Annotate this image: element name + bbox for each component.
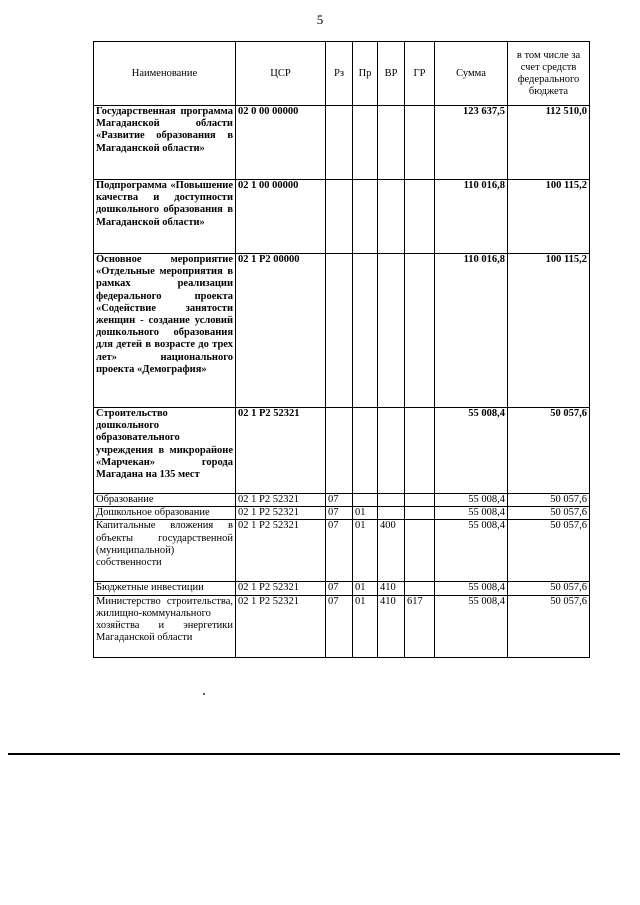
row-sum: 55 008,4 <box>435 494 508 507</box>
row-gr: 617 <box>405 595 435 657</box>
table-row <box>94 180 590 254</box>
row-pr: 01 <box>353 582 378 595</box>
page-number: 5 <box>316 12 324 27</box>
table-row <box>94 520 590 582</box>
row-gr <box>405 408 435 494</box>
header-rz: Рз <box>326 42 353 106</box>
row-pr: 01 <box>353 520 378 582</box>
row-name: Подпрограмма «Повышение качества и доступности дошкольного образования в Магаданской области» <box>94 180 236 254</box>
row-pr <box>353 254 378 408</box>
row-name: Министерство строительства, жилищно-коммунального хозяйства и энергетики Магаданской области <box>94 595 236 657</box>
header-federal: в том числе за счет средств федерального бюджета <box>508 42 590 106</box>
row-csr: 02 1 P2 52321 <box>236 582 326 595</box>
row-gr <box>405 494 435 507</box>
table-row <box>94 408 590 494</box>
row-vr: 400 <box>378 520 405 582</box>
row-rz: 07 <box>326 507 353 520</box>
row-federal: 50 057,6 <box>508 408 590 494</box>
row-federal: 50 057,6 <box>508 595 590 657</box>
row-csr: 02 1 P2 52321 <box>236 520 326 582</box>
header-gr: ГР <box>405 42 435 106</box>
row-csr: 02 0 00 00000 <box>236 106 326 180</box>
row-pr <box>353 106 378 180</box>
row-gr <box>405 180 435 254</box>
row-rz <box>326 180 353 254</box>
row-gr <box>405 254 435 408</box>
row-pr <box>353 408 378 494</box>
row-gr <box>405 520 435 582</box>
row-vr <box>378 180 405 254</box>
row-sum: 110 016,8 <box>435 254 508 408</box>
table-row <box>94 582 590 595</box>
row-vr <box>378 507 405 520</box>
table-header-row <box>94 42 590 106</box>
header-pr: Пр <box>353 42 378 106</box>
row-rz: 07 <box>326 520 353 582</box>
row-name: Государственная программа Магаданской области «Развитие образования в Магаданской области» <box>94 106 236 180</box>
row-pr: 01 <box>353 507 378 520</box>
row-name: Дошкольное образование <box>94 507 236 520</box>
row-vr: 410 <box>378 595 405 657</box>
row-csr: 02 1 P2 52321 <box>236 507 326 520</box>
row-vr <box>378 408 405 494</box>
row-sum: 55 008,4 <box>435 595 508 657</box>
table-row <box>94 254 590 408</box>
row-vr <box>378 254 405 408</box>
row-rz <box>326 408 353 494</box>
row-gr <box>405 582 435 595</box>
table-row <box>94 595 590 657</box>
row-pr: 01 <box>353 595 378 657</box>
row-federal: 112 510,0 <box>508 106 590 180</box>
row-sum: 55 008,4 <box>435 520 508 582</box>
row-gr <box>405 106 435 180</box>
row-sum: 123 637,5 <box>435 106 508 180</box>
row-gr <box>405 507 435 520</box>
row-rz: 07 <box>326 494 353 507</box>
row-csr: 02 1 00 00000 <box>236 180 326 254</box>
row-rz: 07 <box>326 595 353 657</box>
row-name: Строительство дошкольного образовательного учреждения в микрорайоне «Марчекан» города Магадана на 135 мест <box>94 408 236 494</box>
header-sum: Сумма <box>435 42 508 106</box>
row-federal: 100 115,2 <box>508 254 590 408</box>
row-name: Бюджетные инвестиции <box>94 582 236 595</box>
row-sum: 55 008,4 <box>435 507 508 520</box>
row-rz <box>326 254 353 408</box>
row-sum: 110 016,8 <box>435 180 508 254</box>
row-federal: 50 057,6 <box>508 520 590 582</box>
row-rz <box>326 106 353 180</box>
row-vr <box>378 106 405 180</box>
table-row <box>94 106 590 180</box>
row-vr: 410 <box>378 582 405 595</box>
row-vr <box>378 494 405 507</box>
scan-speck <box>203 693 205 695</box>
row-csr: 02 1 P2 52321 <box>236 595 326 657</box>
row-name: Капитальные вложения в объекты государственной (муниципальной) собственности <box>94 520 236 582</box>
row-csr: 02 1 P2 52321 <box>236 408 326 494</box>
header-name: Наименование <box>94 42 236 106</box>
row-sum: 55 008,4 <box>435 408 508 494</box>
row-pr <box>353 180 378 254</box>
budget-table <box>93 41 590 658</box>
row-csr: 02 1 P2 52321 <box>236 494 326 507</box>
footer-rule <box>8 753 620 755</box>
header-csr: ЦСР <box>236 42 326 106</box>
row-csr: 02 1 P2 00000 <box>236 254 326 408</box>
row-pr <box>353 494 378 507</box>
row-federal: 50 057,6 <box>508 582 590 595</box>
row-federal: 50 057,6 <box>508 507 590 520</box>
row-rz: 07 <box>326 582 353 595</box>
table-row <box>94 507 590 520</box>
row-federal: 100 115,2 <box>508 180 590 254</box>
row-sum: 55 008,4 <box>435 582 508 595</box>
row-federal: 50 057,6 <box>508 494 590 507</box>
header-vr: ВР <box>378 42 405 106</box>
row-name: Образование <box>94 494 236 507</box>
table-row <box>94 494 590 507</box>
row-name: Основное мероприятие «Отдельные мероприятия в рамках реализации федерального проекта «Содействие занятости женщин - создание условий дошкольного образования для детей в возрасте до трех лет» национального проекта «Демография» <box>94 254 236 408</box>
